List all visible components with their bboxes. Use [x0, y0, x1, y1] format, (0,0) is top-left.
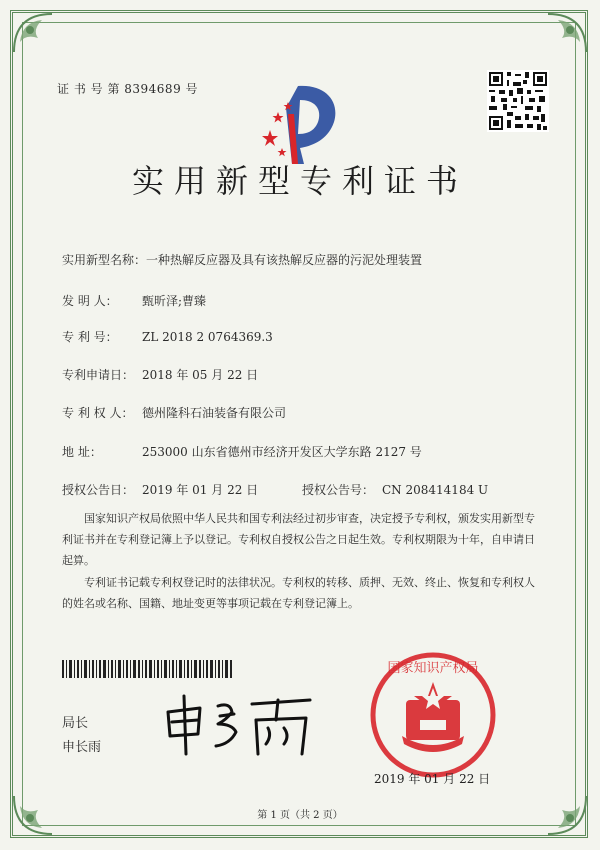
qr-code	[487, 70, 549, 132]
inventor-row	[62, 292, 206, 309]
seal-text: 国家知识产权局	[387, 661, 479, 676]
grant-date-row	[62, 481, 258, 498]
legal-status-paragraph: 专利证书记载专利权登记时的法律状况。专利权的转移、质押、无效、终止、恢复和专利权人的姓名或名称、国籍、地址变更等事项记载在专利登记簿上。	[62, 576, 535, 610]
patentee-row	[62, 404, 286, 421]
patentee-value: 德州隆科石油装备有限公司	[142, 406, 287, 420]
utility-model-name-value: 一种热解反应器及具有该热解反应器的污泥处理装置	[146, 253, 423, 267]
certificate-number: 证 书 号 第 8394689 号	[57, 82, 199, 96]
patent-office-logo	[258, 78, 348, 168]
grant-date-label: 授权公告日：	[62, 483, 135, 497]
address-row	[62, 443, 422, 460]
patent-number-row	[62, 328, 273, 345]
director-signature	[160, 690, 320, 760]
utility-model-name-row	[62, 251, 422, 268]
grant-paragraph: 国家知识产权局依照中华人民共和国专利法经过初步审查，决定授予专利权，颁发实用新型专利证书并在专利登记簿上予以登记。专利权自授权公告之日起生效。专利权期限为十年，自申请日起算。	[62, 512, 535, 567]
barcode	[62, 660, 232, 678]
filing-date-label: 专利申请日：	[62, 368, 135, 382]
seal-date: 2019 年 01 月 22 日	[374, 772, 491, 786]
director-title: 局长	[62, 716, 89, 731]
inventor-value: 甄昕泽;曹臻	[142, 294, 207, 308]
grant-number-row	[302, 481, 488, 498]
certificate-title: 实用新型专利证书	[131, 162, 468, 200]
page-number: 第 1 页（共 2 页）	[257, 810, 343, 821]
grant-date-value: 2019 年 01 月 22 日	[142, 483, 259, 497]
grant-number-value: CN 208414184 U	[382, 483, 489, 497]
filing-date-row	[62, 366, 258, 383]
filing-date-value: 2018 年 05 月 22 日	[142, 368, 259, 382]
address-value: 253000 山东省德州市经济开发区大学东路 2127 号	[142, 445, 422, 459]
patentee-label: 专 利 权 人：	[62, 406, 134, 420]
inventor-label: 发 明 人：	[62, 294, 118, 308]
corner-ornament-top-right	[528, 12, 588, 72]
grant-number-label: 授权公告号：	[302, 483, 375, 497]
official-seal	[358, 650, 508, 780]
utility-model-name-label: 实用新型名称：	[62, 253, 147, 267]
director-name: 申长雨	[62, 740, 102, 755]
corner-ornament-top-left	[12, 12, 72, 72]
patent-number-label: 专 利 号：	[62, 330, 118, 344]
address-label: 地 址：	[62, 445, 102, 459]
patent-number-value: ZL 2018 2 0764369.3	[142, 330, 273, 344]
